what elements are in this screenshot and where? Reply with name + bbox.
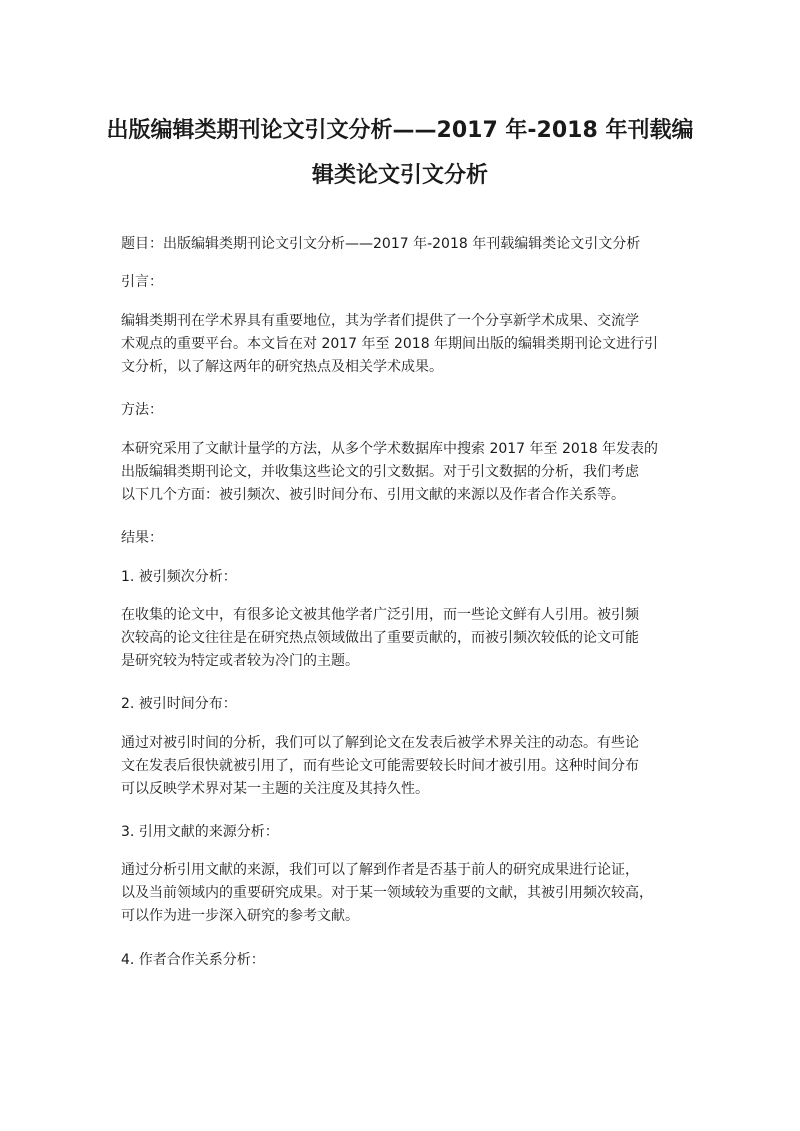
section-3-line-3: 可以作为进一步深入研究的参考文献。 [121,908,359,924]
section-2-line-2: 文在发表后很快就被引用了，而有些论文可能需要较长时间才被引用。这种时间分布 [121,758,639,774]
section-1-line-2: 次较高的论文往往是在研究热点领域做出了重要贡献的，而被引频次较低的论文可能 [121,630,639,646]
document-title-line-1: 出版编辑类期刊论文引文分析——2017 年-2018 年刊载编 [106,118,694,143]
results-heading: 结果： [121,530,163,546]
method-line-3: 以下几个方面：被引频次、被引时间分布、引用文献的来源以及作者合作关系等。 [121,487,625,503]
method-line-1: 本研究采用了文献计量学的方法，从多个学术数据库中搜索 2017 年至 2018 年发表的 [121,441,659,457]
intro-line-1: 编辑类期刊在学术界具有重要地位，其为学者们提供了一个分享新学术成果、交流学 [121,313,639,329]
intro-line-2: 术观点的重要平台。本文旨在对 2017 年至 2018 年期间出版的编辑类期刊论文进行引 [121,336,659,352]
section-2-line-3: 可以反映学术界对某一主题的关注度及其持久性。 [121,781,429,797]
section-1-line-3: 是研究较为特定或者较为冷门的主题。 [121,653,359,669]
section-3-line-2: 以及当前领域内的重要研究成果。对于某一领域较为重要的文献，其被引用频次较高， [121,885,653,901]
section-1-heading: 1. 被引频次分析： [121,569,237,585]
method-line-2: 出版编辑类期刊论文，并收集这些论文的引文数据。对于引文数据的分析，我们考虑 [121,464,639,480]
section-3-line-1: 通过分析引用文献的来源，我们可以了解到作者是否基于前人的研究成果进行论证， [121,862,639,878]
section-1-line-1: 在收集的论文中，有很多论文被其他学者广泛引用，而一些论文鲜有人引用。被引频 [121,607,639,623]
section-3-heading: 3. 引用文献的来源分析： [121,824,279,840]
intro-heading: 引言： [121,274,163,290]
section-2-line-1: 通过对被引时间的分析，我们可以了解到论文在发表后被学术界关注的动态。有些论 [121,735,639,751]
intro-line-3: 文分析，以了解这两年的研究热点及相关学术成果。 [121,359,443,375]
section-4-heading: 4. 作者合作关系分析： [121,952,265,968]
section-2-heading: 2. 被引时间分布： [121,696,237,712]
method-heading: 方法： [121,402,163,418]
document-title-line-2: 辑类论文引文分析 [311,163,488,188]
subject-line: 题目：出版编辑类期刊论文引文分析——2017 年-2018 年刊载编辑类论文引文分析 [121,236,641,252]
